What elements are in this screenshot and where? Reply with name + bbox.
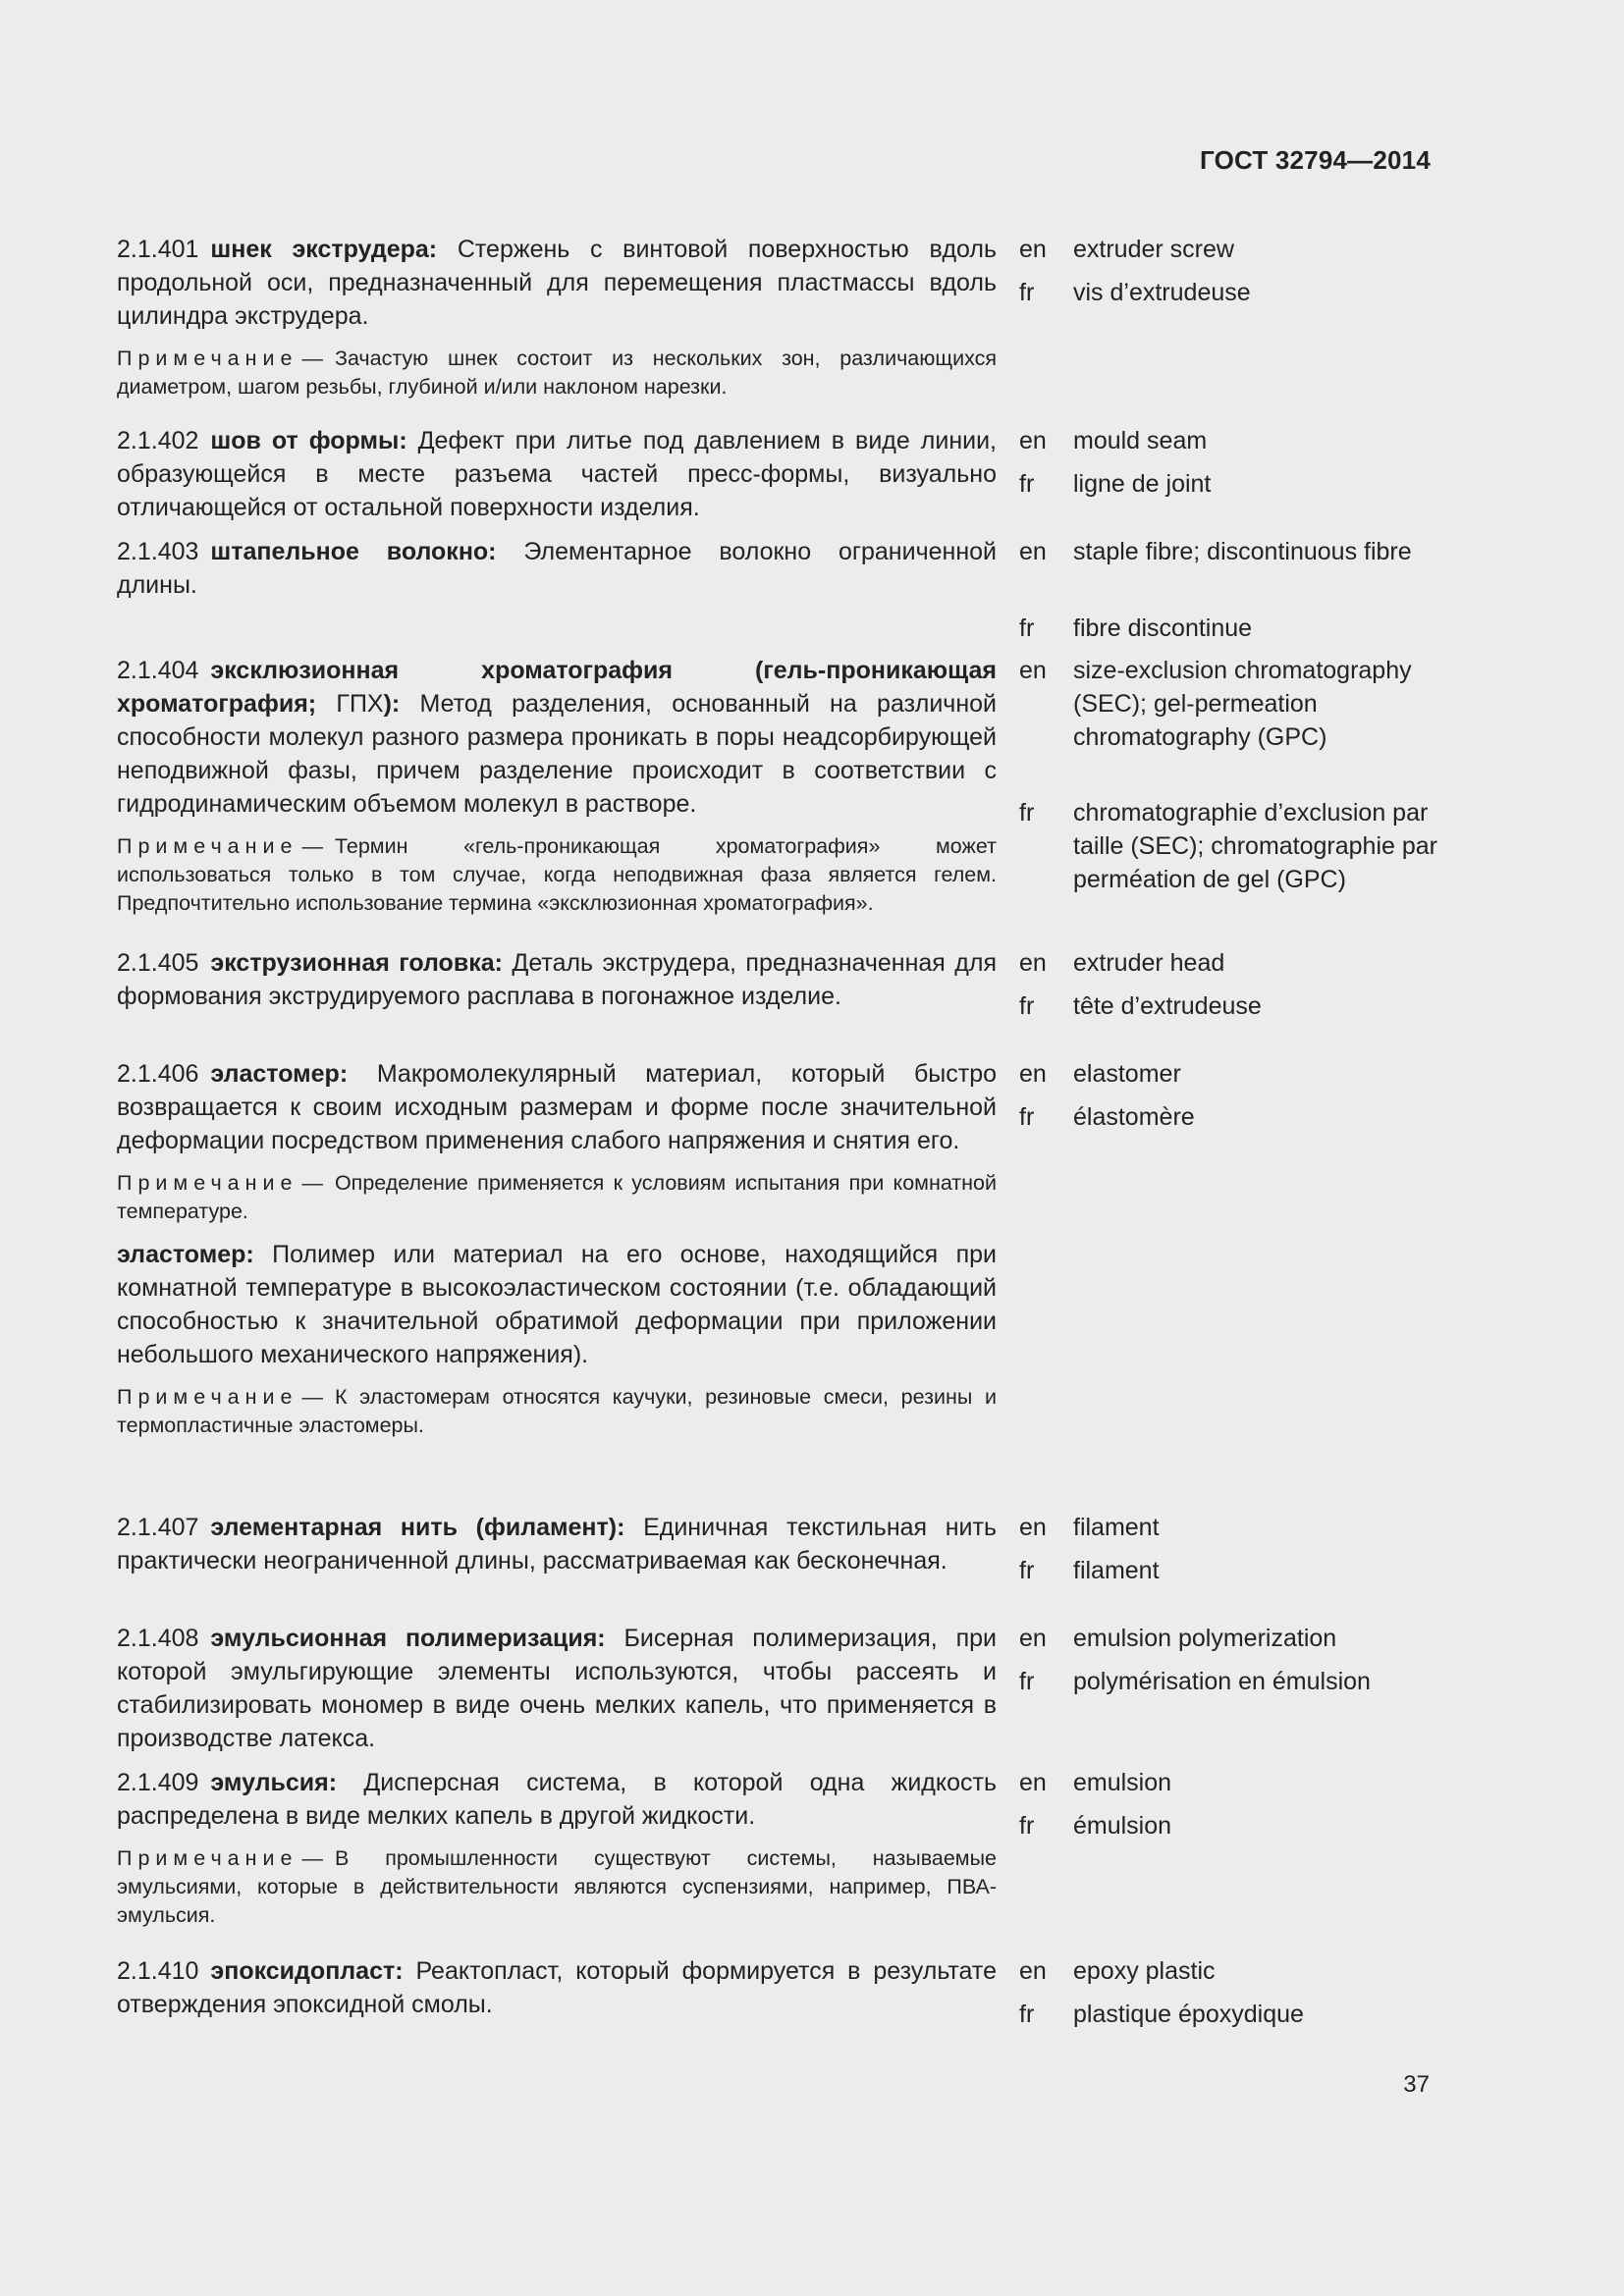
term-close: ):: [383, 690, 401, 718]
lang-code-fr: fr: [1019, 1668, 1035, 1695]
lang-code-fr: fr: [1019, 279, 1035, 306]
lang-code-fr: fr: [1019, 2001, 1035, 2028]
term-text: Элементарное волокно ограниченной длины.: [117, 538, 997, 599]
term-text: Полимер или материал на его основе, находящийся при комнатной температуре в высокоэластическом состоянии (т.е. обладающий способностью к значительной обратимой деформации при приложении небольшого механического напряжения).: [117, 1241, 997, 1368]
term-name: эластомер:: [210, 1060, 349, 1088]
term-text: Единичная текстильная нить практически неограниченной длины, рассматриваемая как бесконечная.: [117, 1514, 997, 1575]
note-dash: —: [301, 834, 323, 858]
term-note: [117, 1844, 997, 1930]
term-note: [117, 832, 997, 918]
term-text: Стержень с винтовой поверхностью вдоль продольной оси, предназначенный для перемещения пластмассы вдоль цилиндра экструдера.: [117, 236, 998, 330]
term-number: 2.1.408: [117, 1625, 199, 1652]
lang-code-fr: fr: [1019, 1812, 1035, 1840]
term-text: Макромолекулярный материал, который быстро возвращается к своим исходным размерам и форме после значительной деформации посредством применения слабого напряжения и снятия его.: [117, 1060, 997, 1154]
term-name: эксклюзионная хроматография (гель-проникающая хроматография;: [117, 657, 997, 718]
lang-code-fr: fr: [1019, 614, 1035, 642]
term-number: 2.1.404: [117, 657, 199, 684]
term-definition: [117, 654, 997, 918]
lang-code-fr: fr: [1019, 799, 1035, 827]
french-term: polymérisation en émulsion: [1073, 1668, 1371, 1695]
term-name: эластомер:: [117, 1241, 254, 1268]
term-text: Бисерная полимеризация, при которой эмульгирующие элементы используются, чтобы рассеять и стабилизировать мономер в виде очень мелких капель, что применяется в производстве латекса.: [117, 1625, 997, 1752]
term-definition: [117, 1511, 997, 1577]
note-text: Определение применяется к условиям испытания при комнатной температуре.: [117, 1171, 997, 1223]
note-text: Зачастую шнек состоит из нескольких зон, различающихся диаметром, шагом резьбы, глубиной и/или наклоном нарезки.: [117, 347, 997, 399]
term-name: эмульсия:: [210, 1769, 338, 1796]
french-term: vis d’extrudeuse: [1073, 279, 1251, 306]
term-name: эпоксидопласт:: [210, 1957, 404, 1985]
english-term: extruder screw: [1073, 236, 1234, 263]
alternative-definition: [117, 1238, 997, 1371]
term-number: 2.1.409: [117, 1769, 199, 1796]
lang-code-en: en: [1019, 1625, 1047, 1652]
note-label: Примечание: [117, 1385, 298, 1409]
term-text: Дефект при литье под давлением в виде линии, образующейся в месте разъема частей пресс-формы, визуально отличающейся от остальной поверхности изделия.: [117, 427, 997, 521]
lang-code-en: en: [1019, 1957, 1047, 1985]
lang-code-en: en: [1019, 427, 1047, 454]
french-term: fibre discontinue: [1073, 614, 1253, 642]
term-number: 2.1.410: [117, 1957, 199, 1985]
lang-code-en: en: [1019, 1060, 1047, 1088]
note-dash: —: [301, 1846, 323, 1870]
term-definition: [117, 1622, 997, 1755]
term-text: Метод разделения, основанный на различной способности молекул разного размера проникать в поры неадсорбирующей неподвижной фазы, причем разделение происходит в соответствии с гидродинамическим объемом молекул в растворе.: [117, 690, 997, 818]
lang-code-en: en: [1019, 949, 1047, 977]
english-term: filament: [1073, 1514, 1160, 1541]
english-term: extruder head: [1073, 949, 1225, 977]
french-term: ligne de joint: [1073, 470, 1212, 498]
term-text: Реактопласт, который формируется в результате отверждения эпоксидной смолы.: [117, 1957, 997, 2018]
english-term: elastomer: [1073, 1060, 1181, 1088]
term-definition: [117, 1766, 997, 1930]
lang-code-fr: fr: [1019, 992, 1035, 1020]
french-term: plastique époxydique: [1073, 2001, 1304, 2028]
term-note: [117, 1383, 997, 1440]
term-note: [117, 345, 997, 401]
french-term: filament: [1073, 1557, 1160, 1584]
note-dash: —: [301, 1171, 323, 1195]
note-label: Примечание: [117, 1846, 298, 1870]
lang-code-fr: fr: [1019, 1103, 1035, 1131]
english-term: mould seam: [1073, 427, 1208, 454]
term-text: Деталь экструдера, предназначенная для формования экструдируемого расплава в погонажное изделие.: [117, 949, 997, 1010]
term-number: 2.1.401: [117, 236, 199, 263]
term-definition: [117, 1057, 997, 1440]
french-term: émulsion: [1073, 1812, 1172, 1840]
term-number: 2.1.403: [117, 538, 199, 565]
english-term: epoxy plastic: [1073, 1957, 1216, 1985]
note-dash: —: [301, 347, 323, 370]
lang-code-en: en: [1019, 538, 1047, 565]
page-number: 37: [1403, 2071, 1430, 2098]
term-number: 2.1.406: [117, 1060, 199, 1088]
french-term: chromatographie d’exclusion par taille (SEC); chromatographie par perméation de gel (GPC): [1073, 799, 1437, 893]
term-name: экструзионная головка:: [210, 949, 503, 977]
lang-code-fr: fr: [1019, 1557, 1035, 1584]
french-term: tête d’extrudeuse: [1073, 992, 1262, 1020]
term-number: 2.1.402: [117, 427, 199, 454]
term-name: шнек экструдера:: [210, 236, 438, 263]
term-text: Дисперсная система, в которой одна жидкость распределена в виде мелких капель в другой жидкости.: [117, 1769, 997, 1830]
term-name: шов от формы:: [210, 427, 407, 454]
document-id-header: ГОСТ 32794—2014: [1200, 145, 1431, 175]
term-definition: [117, 1954, 997, 2021]
term-name: штапельное волокно:: [210, 538, 497, 565]
note-text: В промышленности существуют системы, называемые эмульсиями, которые в действительности являются суспензиями, например, ПВА-эмульсия.: [117, 1846, 997, 1927]
note-text: Термин «гель-проникающая хроматография» может использоваться только в том случае, когда неподвижная фаза является гелем. Предпочтительно использование термина «эксклюзионная хроматография».: [117, 834, 997, 915]
term-definition: [117, 535, 997, 602]
term-name: эмульсионная полимеризация:: [210, 1625, 606, 1652]
term-name: элементарная нить (филамент):: [210, 1514, 625, 1541]
lang-code-fr: fr: [1019, 470, 1035, 498]
term-note: [117, 1169, 997, 1226]
note-label: Примечание: [117, 1171, 298, 1195]
lang-code-en: en: [1019, 236, 1047, 263]
lang-code-en: en: [1019, 1769, 1047, 1796]
term-definition: [117, 424, 997, 524]
note-label: Примечание: [117, 347, 298, 370]
term-definition: [117, 946, 997, 1013]
term-definition: [117, 233, 997, 401]
term-number: 2.1.407: [117, 1514, 199, 1541]
english-term: staple fibre; discontinuous fibre: [1073, 538, 1412, 565]
english-term: size-exclusion chromatography (SEC); gel-permeation chromatography (GPC): [1073, 657, 1412, 751]
english-term: emulsion: [1073, 1769, 1172, 1796]
note-dash: —: [301, 1385, 323, 1409]
lang-code-en: en: [1019, 1514, 1047, 1541]
english-term: emulsion polymerization: [1073, 1625, 1337, 1652]
note-label: Примечание: [117, 834, 298, 858]
french-term: élastomère: [1073, 1103, 1195, 1131]
note-text: К эластомерам относятся каучуки, резиновые смеси, резины и термопластичные эластомеры.: [117, 1385, 997, 1437]
term-abbreviation: ГПХ: [336, 690, 384, 718]
term-number: 2.1.405: [117, 949, 199, 977]
lang-code-en: en: [1019, 657, 1047, 684]
